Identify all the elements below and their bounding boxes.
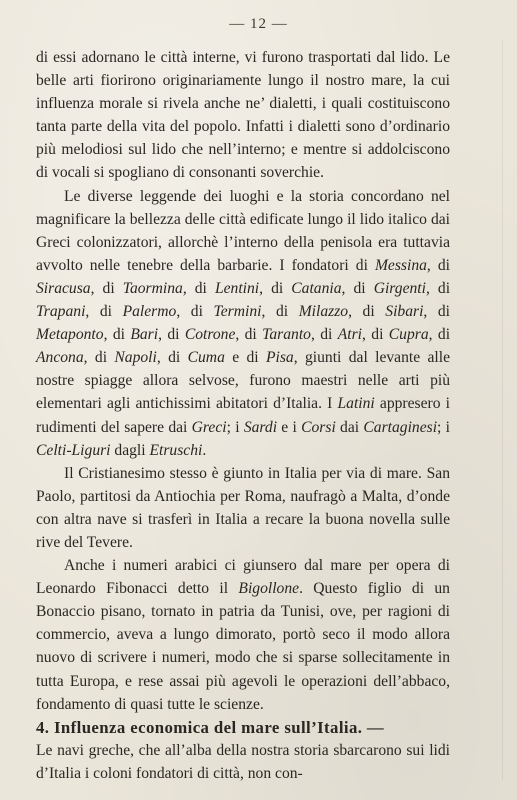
section-paragraph: Le navi greche, che all’alba della nostra storia sbarcarono sui lidi d’Italia i coloni fondatori di città, non con-	[36, 741, 450, 782]
paragraph-1: di essi adornano le città interne, vi furono trasportati dal lido. Le belle arti fiorirono originariamente lungo il nostro mare, la cui influenza morale si rivela anche ne’ dialetti, i quali costituiscono tanta parte della vita del popolo. Infatti i dialetti sono d’ordinario più melodiosi sul lido che nell’interno; e mentre si addolciscono di vocali si spogliano di consonanti soverchie.	[36, 49, 450, 182]
paragraph-3: Il Cristianesimo stesso è giunto in Italia per via di mare. San Paolo, partitosi da Antiochia per Roma, naufragò a Malta, d’onde con altra nave si trasferì in Italia a recare la buona novella sulle rive del Tevere.	[36, 464, 450, 551]
paragraph-2: Le diverse leggende dei luoghi e la storia concordano nel magnificare la bellezza delle città edificate lungo il lido italico dai Greci colonizzatori, allorchè l’interno della penisola era tuttavia avvolto nelle tenebre della barbarie. I fondatori di Messina, di Siracusa, di Taormina, di Lentini, di Catania, di Girgenti, di Trapani, di Palermo, di Termini, di Milazzo, di Sibari, di Metaponto, di Bari, di Cotrone, di Taranto, di Atri, di Cupra, di Ancona, di Napoli, di Cuma e di Pisa, giunti dal levante alle nostre spiagge allora selvose, furono maestri nelle arti più elementari agli antichissimi abitatori d’Italia. I Latini appresero i rudimenti del sapere dai Greci; i Sardi e i Corsi dai Cartaginesi; i Celti-Liguri dagli Etruschi.	[36, 187, 451, 459]
body-text	[36, 46, 450, 785]
paragraph-4: Anche i numeri arabici ci giunsero dal mare per opera di Leonardo Fibonacci detto il Bigollone. Questo figlio di un Bonaccio pisano, tornato in patria da Tunisi, ove, per ragioni di commercio, aveva a lungo dimorato, portò seco il modo allora nuovo di scrivere i numeri, modo che si sparse sollecitamente in tutta Europa, e rese assai più agevoli le operazioni dell’abbaco, fondamento di quasi tutte le scienze.	[36, 557, 450, 713]
page-shadow	[502, 40, 503, 780]
page-number: — 12 —	[229, 16, 288, 32]
section-heading: 4. Influenza economica del mare sull’Italia. —	[36, 717, 385, 737]
